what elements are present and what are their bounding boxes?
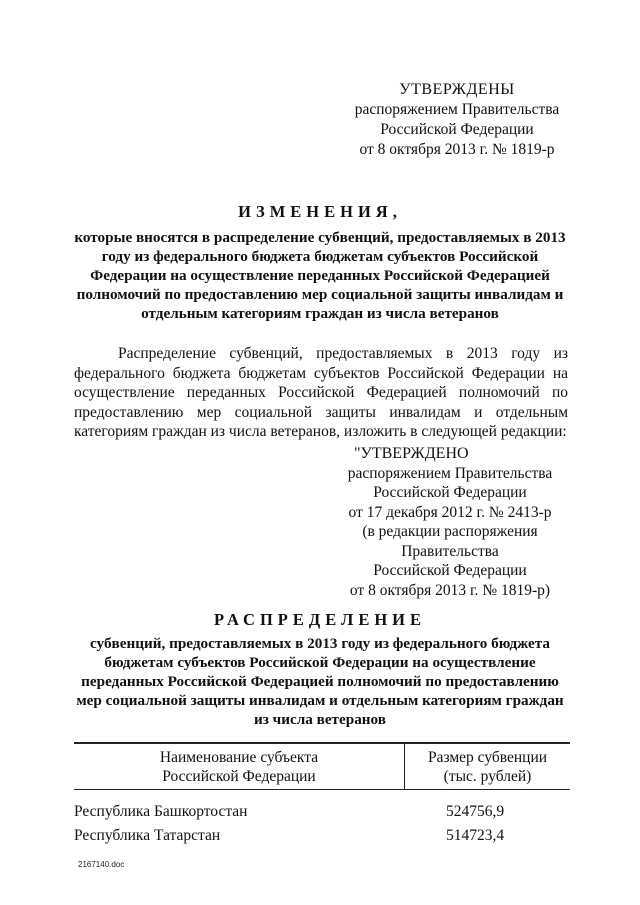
approval-stamp-inner: [330, 444, 570, 600]
approval-line: Российской Федерации: [380, 121, 534, 138]
footer-file-name: 2167140.doc: [78, 860, 125, 869]
column-header-line: (тыс. рублей): [443, 768, 532, 785]
approval-inner-line: распоряжением Правительства: [347, 464, 553, 482]
changes-title: ИЗМЕНЕНИЯ,: [238, 202, 402, 221]
approval-inner-line: от 8 октября 2013 г. № 1819-р): [349, 581, 551, 599]
approval-line: распоряжением Правительства: [354, 101, 560, 118]
approval-heading: УТВЕРЖДЕНЫ: [399, 81, 515, 98]
column-header-line: Наименование субъекта: [159, 749, 319, 766]
column-header-amount: [405, 748, 570, 786]
distribution-title: РАСПРЕДЕЛЕНИЕ: [213, 610, 426, 629]
table-row: [74, 826, 570, 848]
table-top-rule: [74, 742, 570, 744]
approval-inner-line: Правительства: [401, 542, 499, 560]
approval-inner-heading: "УТВЕРЖДЕНО: [354, 445, 469, 462]
region-name: Республика Башкортостан: [74, 803, 248, 820]
approval-line: от 8 октября 2013 г. № 1819-р: [359, 141, 555, 158]
approval-stamp-top: [332, 80, 582, 160]
subvention-amount: 524756,9: [446, 803, 505, 820]
approval-inner-line: Российской Федерации: [373, 562, 527, 579]
column-header-region: [74, 748, 404, 786]
subvention-amount: 514723,4: [446, 827, 505, 844]
approval-inner-line: Российской Федерации: [373, 484, 527, 501]
table-row: [74, 802, 570, 824]
changes-subtitle: которые вносятся в распределение субвенций, предоставляемых в 2013 году из федерального бюджета бюджетам субъектов Российской Федерации на осуществление переданных Российской Федерацией полномочий по предоставлению мер социальной защиты инвалидам и отдельным категориям граждан из числа ветеранов: [74, 229, 566, 322]
column-header-line: Российской Федерации: [162, 768, 316, 785]
column-header-line: Размер субвенции: [427, 749, 548, 766]
approval-inner-line: (в редакции распоряжения: [362, 523, 538, 540]
distribution-subtitle: субвенций, предоставляемых в 2013 году из федерального бюджета бюджетам субъектов Российской Федерации на осуществление переданных Российской Федерацией полномочий по предоставлению мер социальной защиты инвалидам и отдельным категориям граждан из числа ветеранов: [76, 635, 564, 728]
approval-inner-line: от 17 декабря 2012 г. № 2413-р: [348, 503, 552, 521]
body-paragraph: Распределение субвенций, предоставляемых в 2013 году из федерального бюджета бюджетам субъектов Российской Федерации на осуществление переданных Российской Федерацией полномочий по предоставлению мер социальной защиты инвалидам и отдельным категориям граждан из числа ветеранов, изложить в следующей редакции:: [74, 345, 568, 440]
region-name: Республика Татарстан: [74, 827, 221, 844]
table-header-rule: [74, 789, 570, 790]
